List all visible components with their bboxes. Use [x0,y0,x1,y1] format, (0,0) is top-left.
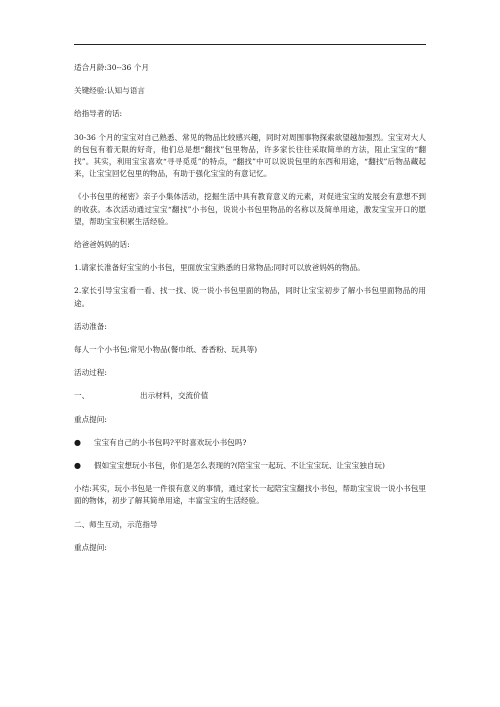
document-body [74,62,426,565]
guide-paragraph-2: 《小书包里的秘密》亲子小集体活动，挖掘生活中具有教育意义的元素，对促进宝宝的发展会有意想不到的收获。本次活动通过宝宝“翻找”小书包，说说小书包里物品的名称以及简单用途，激发宝宝开口的愿望，帮助宝宝积累生活经验。 [74,192,426,226]
key-questions-heading-1: 重点提问: [74,414,107,424]
section-2-heading: 二、师生互动，示范指导 [74,519,158,529]
parents-item-1: 1.请家长准备好宝宝的小书包，里面放宝宝熟悉的日常物品;同时可以放爸妈妈的物品。 [74,263,365,273]
key-experience-line: 关键经验:认知与语言 [74,86,145,96]
parents-heading: 给爸爸妈妈的话: [74,240,130,250]
bullet-icon: ● [74,437,81,447]
preparation-text: 每人一个小书包;常见小物品(餐巾纸、香香粉、玩具等) [74,345,258,355]
header-rule [74,44,426,45]
bullet-item-2 [74,460,426,472]
section-1-title: 出示材料，交流价值 [140,391,209,401]
section-1-heading [74,390,426,402]
section-1-number: 一、 [74,391,90,401]
summary-paragraph: 小结:其实，玩小书包是一件很有意义的事情，通过家长一起陪宝宝翻找小书包，帮助宝宝说一说小书包里面的物体，初步了解其简单用途，丰富宝宝的生活经验。 [74,484,426,506]
age-line: 适合月龄:30--36 个月 [74,63,149,72]
bullet-text-1: 宝宝有自己的小书包吗?平时喜欢玩小书包吗? [94,437,247,447]
bullet-text-2: 假如宝宝想玩小书包，你们是怎么表现的?(陪宝宝一起玩、不让宝宝玩、让宝宝独自玩) [94,461,385,471]
guide-heading: 给指导者的话: [74,109,123,119]
preparation-heading: 活动准备: [74,321,107,331]
parents-item-2: 2.家长引导宝宝看一看、找一找、说一说小书包里面的物品，同时让宝宝初步了解小书包里面物品的用途。 [74,286,426,308]
key-questions-heading-2: 重点提问: [74,542,107,552]
process-heading: 活动过程: [74,368,107,378]
bullet-item-1 [74,437,426,449]
guide-paragraph-1: 30-36 个月的宝宝对自己熟悉、常见的物品比较感兴趣，同时对周围事物探索欲望越加强烈。宝宝对大人的包包有着无限的好奇，他们总是想“翻找”包里物品，许多家长往往采取简单的方法，阻止宝宝的“翻找”。其实，利用宝宝喜欢“寻寻觅觅”的特点，“翻找”中可以说说包里的东西和用途，“翻找”后物品藏起来，让宝宝回忆包里的物品，有助于强化宝宝的有意记忆。 [74,132,426,179]
bullet-icon: ● [74,461,81,471]
